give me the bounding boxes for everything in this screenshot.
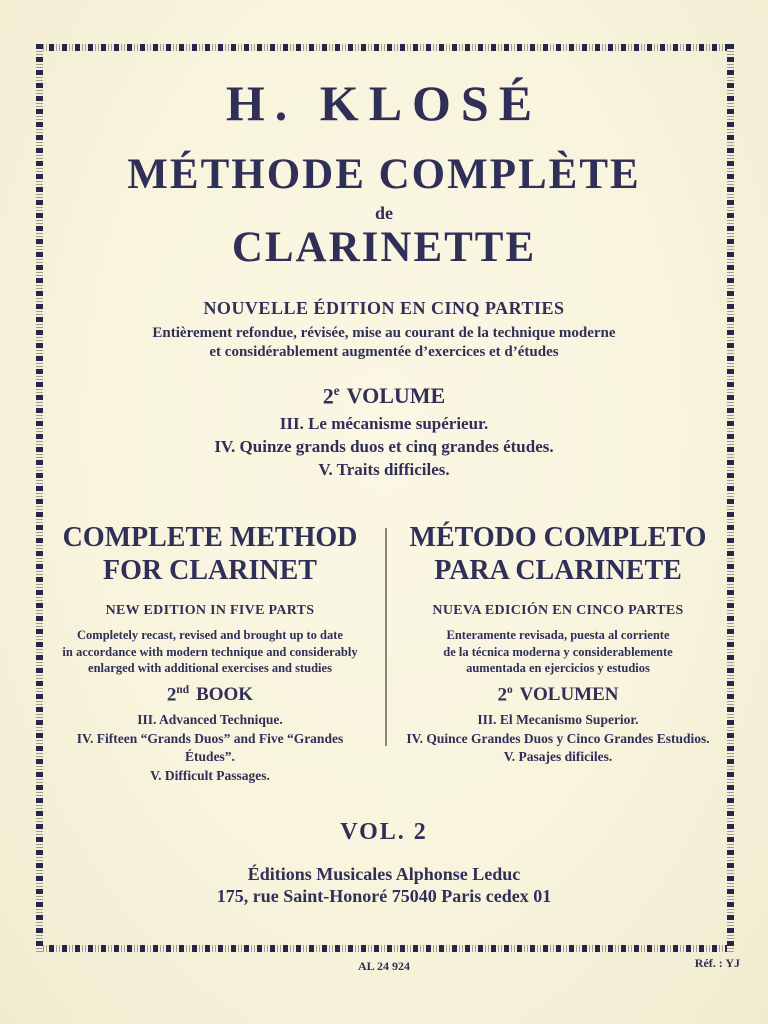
- plate-number: AL 24 924: [357, 959, 410, 973]
- spanish-volume-number: 2: [497, 684, 507, 706]
- title-line-1: MÉTHODE COMPLÈTE: [127, 151, 641, 198]
- english-volume-number: 2: [166, 684, 177, 706]
- french-contents-item: IV. Quinze grands duos et cinq grandes études.: [214, 437, 554, 456]
- french-description-line-2: et considérablement augmentée d’exercices et d’études: [209, 344, 559, 360]
- publisher-address: 175, rue Saint-Honoré 75040 Paris cedex 01: [216, 886, 552, 906]
- spanish-description: [403, 627, 713, 677]
- english-contents-list: [55, 711, 365, 785]
- spanish-column-heading: [403, 521, 713, 587]
- english-description-line: in accordance with modern technique and considerably: [62, 644, 358, 659]
- title-connector: de: [375, 203, 393, 223]
- reference-code: Réf. : YJ: [694, 956, 740, 970]
- english-heading-line-1: COMPLETE METHOD: [62, 522, 358, 553]
- title-line-2: CLARINETTE: [231, 224, 537, 271]
- english-column-heading: [55, 521, 365, 587]
- english-contents-item: V. Difficult Passages.: [150, 767, 270, 783]
- spanish-volume-word: VOLUMEN: [519, 684, 619, 706]
- english-description-line: Completely recast, revised and brought up to date: [77, 628, 343, 642]
- english-edition-heading: NEW EDITION IN FIVE PARTS: [105, 603, 315, 618]
- french-volume-ordinal: e: [333, 383, 340, 398]
- french-contents-item: III. Le mécanisme supérieur.: [279, 414, 489, 433]
- french-description-line-1: Entièrement refondue, révisée, mise au courant de la technique moderne: [152, 325, 616, 341]
- english-volume-ordinal: nd: [176, 684, 190, 696]
- frame-edge-top: [36, 44, 734, 51]
- spanish-contents-list: [403, 711, 713, 767]
- author-name: H. KLOSÉ: [225, 75, 543, 131]
- column-divider-line: [385, 528, 387, 746]
- english-volume-heading: [55, 684, 365, 706]
- spanish-volume-heading: [403, 684, 713, 706]
- spanish-contents-item: III. El Mecanismo Superior.: [477, 712, 639, 727]
- french-edition-heading: NOUVELLE ÉDITION EN CINQ PARTIES: [203, 298, 565, 318]
- spanish-edition-heading: NUEVA EDICIÓN EN CINCO PARTES: [432, 603, 684, 618]
- english-description-line: enlarged with additional exercises and studies: [88, 661, 332, 675]
- spanish-heading-line-1: MÉTODO COMPLETO: [409, 522, 707, 553]
- french-contents-item: V. Traits difficiles.: [318, 460, 450, 479]
- english-volume-word: BOOK: [196, 684, 254, 706]
- spanish-volume-ordinal: o: [506, 684, 513, 696]
- spanish-description-line: Enteramente revisada, puesta al corriente: [446, 628, 670, 642]
- spanish-description-line: de la técnica moderna y considerablemente: [443, 644, 673, 659]
- volume-label: VOL. 2: [340, 819, 428, 845]
- french-volume-word: VOLUME: [346, 383, 446, 409]
- english-heading-line-2: FOR CLARINET: [103, 555, 317, 586]
- french-volume-heading: [0, 383, 768, 409]
- french-volume-number: 2: [322, 383, 334, 409]
- spanish-contents-item: IV. Quince Grandes Duos y Cinco Grandes Estudios.: [406, 730, 710, 746]
- english-contents-item: III. Advanced Technique.: [137, 712, 283, 727]
- spanish-heading-line-2: PARA CLARINETE: [434, 555, 682, 586]
- english-description: [55, 627, 365, 677]
- frame-edge-bottom: [36, 945, 734, 952]
- french-contents-list: [0, 412, 768, 481]
- spanish-contents-item: V. Pasajes dificiles.: [503, 749, 613, 764]
- english-contents-item: IV. Fifteen “Grands Duos” and Five “Grandes Études”.: [76, 730, 344, 764]
- publisher-name: Éditions Musicales Alphonse Leduc: [247, 864, 521, 884]
- spanish-description-line: aumentada en ejercicios y estudios: [466, 661, 650, 675]
